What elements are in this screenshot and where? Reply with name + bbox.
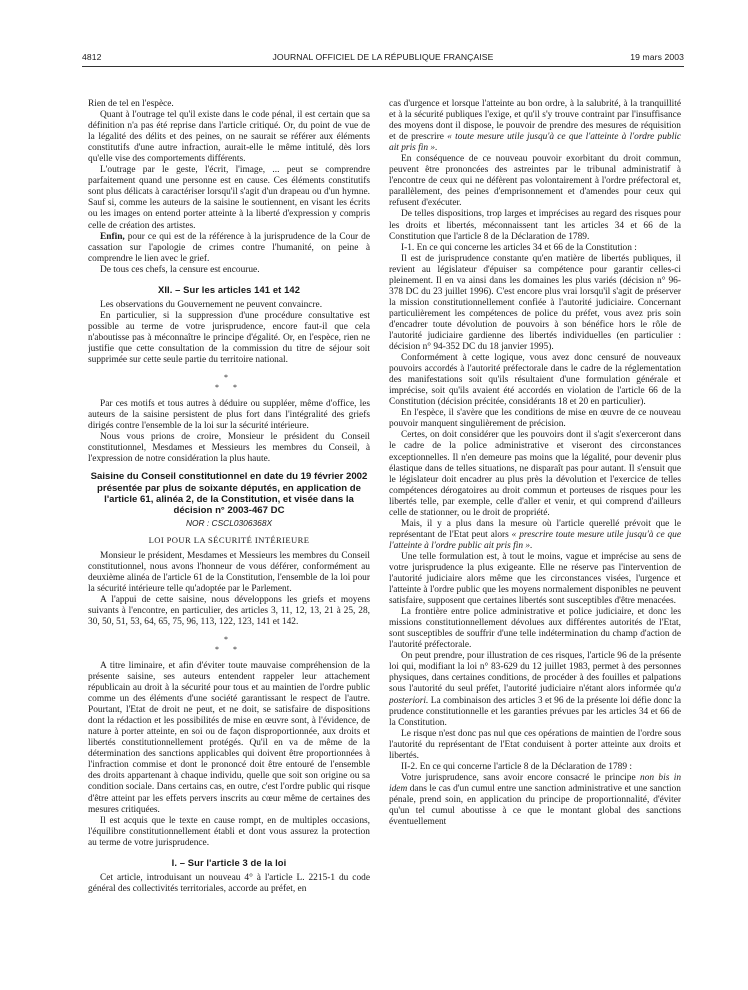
law-title: LOI POUR LA SÉCURITÉ INTÉRIEURE — [148, 534, 310, 545]
paragraph-text: pour ce qui est de la référence à la jurisprudence de la Cour de cassation sur l'apologie de crimes contre l'humanité, on peine à comprendre le lien avec le grief. — [88, 231, 370, 264]
paragraph: L'outrage par le geste, l'écrit, l'image, ... peut se comprendre parfaitement quand une personne est en cause. Ces éléments constitutifs sont plus délicats à caractériser lorsqu'il s'agit d'un drapeau ou d'un hymne. Sauf si, comme les auteurs de la saisine le soutiennent, en visant les écrits ou les images on entend porter atteinte à la liberté d'expression y compris celle de création des artistes. — [88, 165, 370, 231]
paragraph-text: La combinaison des articles 3 et 96 de la présente loi défie donc la prudence constitutionnelle et les garanties prévues par les articles 34 et 66 de la Constitution. — [389, 695, 681, 728]
publication-date: 19 mars 2003 — [630, 52, 684, 62]
paragraph: En conséquence de ce nouveau pouvoir exorbitant du droit commun, peuvent être prononcées des astreintes par le tribunal administratif à l'encontre de ceux qui ne défèrent pas volontairement à l'ordre préfectoral et, parallèlement, des peines d'emprisonnement et d'amendes pour ceux qui refusent d'exécuter. — [389, 154, 681, 209]
right-column — [389, 99, 681, 979]
paragraph: A l'appui de cette saisine, nous développons les griefs et moyens suivants à l'encontre, en particulier, des articles 3, 11, 12, 13, 21 à 25, 28, 30, 50, 51, 53, 64, 65, 75, 96, 113, 122, 123, 141 et 142. — [88, 594, 370, 627]
page-header — [82, 52, 684, 66]
section-separator — [88, 373, 370, 393]
paragraph: Le risque n'est donc pas nul que ces opérations de maintien de l'ordre sous l'autorité du représentant de l'Etat conduisent à porter atteinte aux droits et libertés. — [389, 728, 681, 761]
paragraph: Cet article, introduisant un nouveau 4° à l'article L. 2215-1 du code général des collectivités territoriales, accorde au préfet, en — [88, 872, 370, 894]
journal-title: JOURNAL OFFICIEL DE LA RÉPUBLIQUE FRANÇAISE — [272, 52, 494, 62]
paragraph: Quant à l'outrage tel qu'il existe dans le code pénal, il est certain que sa définition n'a pas été reprise dans l'article critiqué. Or, du point de vue de la légalité des délits et des peines, on ne saurait se référer aux éléments constitutifs d'une autre infraction, aurait-elle le même intitulé, dès lors qu'elle vise des comportements différents. — [88, 110, 370, 165]
separator-star: * — [215, 383, 225, 393]
paragraph: La frontière entre police administrative et police judiciaire, et donc les missions constitutionnellement dévolues aux différentes autorités de l'Etat, sont susceptibles de souffrir d'une telle indétermination du champ d'action de l'autorité préfectorale. — [389, 607, 681, 651]
page-number: 4812 — [82, 52, 102, 62]
paragraph-text: dans le cas d'un cumul entre une sanction administrative et une sanction pénale, prend soin, en application du principe de proportionnalité, d'éviter qu'un tel cumul aboutisse à ce que le montant global des sanctions éventuellement — [389, 783, 681, 828]
section-heading: I. – Sur l'article 3 de la loi — [171, 856, 287, 868]
paragraph: Certes, on doit considérer que les pouvoirs dont il s'agit s'exerceront dans le cadre de la police administrative et viseront des circonstances exceptionnelles. Il n'en demeure pas moins que la légalité, pour devenir plus élastique dans de telles situations, ne disparaît pas pour autant. Il s'ensuit que le législateur doit encadrer au plus près la dévolution et l'exercice de telles compétences dérogatoires au droit commun et porteuses de risques pour les libertés telle, par exemple, celle d'aller et venir, et qui comprend d'ailleurs celle de stationner, ou le droit de propriété. — [389, 430, 681, 518]
paragraph — [389, 651, 681, 728]
paragraph: En l'espèce, il s'avère que les conditions de mise en œuvre de ce nouveau pouvoir manquent singulièrement de précision. — [389, 408, 681, 430]
paragraph: Nous vous prions de croire, Monsieur le président du Conseil constitutionnel, Mesdames et Messieurs les membres du Conseil, à l'expression de notre considération la plus haute. — [88, 432, 370, 465]
paragraph: Par ces motifs et tous autres à déduire ou suppléer, même d'office, les auteurs de la saisine persistent de plus fort dans l'intégralité des griefs dirigés contre l'ensemble de la loi sur la sécurité intérieure. — [88, 399, 370, 432]
paragraph: Il est acquis que le texte en cause rompt, en de multiples occasions, l'équilibre constitutionnellement établi et dont vous assurez la protection au terme de votre jurisprudence. — [88, 815, 370, 848]
paragraph-lead: Enfin, — [100, 231, 125, 242]
header-rule — [82, 66, 684, 67]
paragraph: Une telle formulation est, à tout le moins, vague et imprécise au sens de votre jurisprudence la plus exigeante. Elle ne réserve pas l'intervention de l'autorité judiciaire alors même que les circonstances visées, l'urgence et l'atteinte à l'ordre public que les moyens normalement disponibles ne peuvent satisfaire, supposent que certaines libertés sont susceptibles d'être menacées. — [389, 551, 681, 607]
paragraph: A titre liminaire, et afin d'éviter toute mauvaise compréhension de la présente saisine, ses auteurs entendent rappeler leur attachement républicain au droit à la sécurité pour tous et au maintien de l'ordre public comme un des éléments d'une société garantissant le respect de l'autre. Pourtant, l'Etat de droit ne peut, et ne doit, se satisfaire de dispositions dont la rédaction et les possibilités de mise en œuvre sont, à l'évidence, de nature à porter atteinte, en soi ou de façon disproportionnée, aux droits et libertés constitutionnellement protégés. Qu'il en va de même de la détermination des sanctions applicables qui doivent être proportionnées à l'infraction commise et dont le prononcé doit être entouré de l'ensemble des droits appartenant à chaque individu, quelle que soit son origine ou sa condition sociale. Dans certains cas, en outre, c'est l'ordre public qui risque d'être atteint par les effets pervers inscrits au cœur même de certaines des mesures critiquées. — [88, 660, 370, 815]
paragraph: En particulier, si la suppression d'une procédure consultative est possible au terme de votre jurisprudence, encore faut-il que cela n'aboutisse pas à méconnaître le principe d'égalité. Or, en l'espèce, rien ne justifie que cette consultation de la commission du titre de séjour soit supprimée sur cette seule partie du territoire national. — [88, 310, 370, 366]
separator-star: * — [224, 373, 234, 383]
paragraph-text: cas d'urgence et lorsque l'atteinte au bon ordre, à la salubrité, à la tranquillité et à la sécurité publiques l'exige, et qu'il s'y trouve contraint par l'insuffisance des moyens dont il dispose, le pouvoir de prendre des mesures de réquisition et de prescrire — [389, 99, 681, 143]
paragraph — [389, 773, 681, 828]
separator-star: * — [215, 644, 225, 654]
separator-star: * — [233, 383, 243, 393]
latin-term: a posteriori. — [389, 684, 681, 706]
paragraph: Il est de jurisprudence constante qu'en matière de libertés publiques, il revient au législateur d'épuiser sa compétence pour garantir celles-ci pleinement. Il en va ainsi dans les domaines les plus variés (décision n° 96-378 DC du 23 juillet 1996). C'est encore plus vrai lorsqu'il s'agit de préserver la mission constitutionnellement confiée à l'autorité judiciaire. Concernant particulièrement les compétences de police du préfet, vous avez pris soin d'encadrer toute dévolution de pouvoirs à son bénéfice hors le rôle de l'autorité judiciaire gardienne des libertés individuelles (en particulier : décision n° 94-352 DC du 18 janvier 1995). — [389, 253, 681, 353]
paragraph: Conformément à cette logique, vous avez donc censuré de nouveaux pouvoirs accordés à l'autorité préfectorale dans le cadre de la réglementation des manifestations soit qu'ils résultaient d'une formulation générale et imprécise, soit qu'ils avaient été accordés en violation de l'article 66 de la Constitution (décision précitée, considérants 18 et 20 en particulier). — [389, 353, 681, 408]
paragraph: II-2. En ce qui concerne l'article 8 de la Déclaration de 1789 : — [401, 761, 633, 772]
paragraph: De tous ces chefs, la censure est encourue. — [100, 264, 260, 275]
separator-star: * — [233, 644, 243, 654]
paragraph — [88, 232, 370, 265]
latin-term: non bis in idem — [389, 772, 681, 794]
paragraph: Monsieur le président, Mesdames et Messieurs les membres du Conseil constitutionnel, nous avons l'honneur de vous déférer, conformément au deuxième alinéa de l'article 61 de la Constitution, l'ensemble de la loi pour la sécurité intérieure telle qu'adoptée par le Parlement. — [88, 550, 370, 594]
paragraph — [389, 99, 681, 154]
paragraph-text: Votre jurisprudence, sans avoir encore consacré le principe — [401, 772, 640, 783]
paragraph-text: On peut prendre, pour illustration de ces risques, l'article 96 de la présente loi qui, modifiant la loi n° 83-629 du 12 juillet 1983, permet à des personnes physiques, dans certaines conditions, de procéder à des fouilles et palpations sous l'autorité du seul préfet, l'autorité judiciaire n'étant alors informée qu' — [389, 651, 681, 695]
nor-reference: NOR : CSCL0306368X — [185, 517, 273, 528]
paragraph — [389, 519, 681, 552]
section-separator — [88, 635, 370, 655]
paragraph: De telles dispositions, trop larges et imprécises au regard des risques pour les droits et libertés, méconnaissent tant les articles 34 et 66 de la Constitution que l'article 8 de la Déclaration de 1789. — [389, 209, 681, 242]
left-column — [88, 99, 370, 979]
section-heading: XII. – Sur les articles 141 et 142 — [157, 283, 301, 295]
saisine-title: Saisine du Conseil constitutionnel en date du 19 février 2002 présentée par plus de soixante députés, en application de l'article 61, alinéa 2, de la Constitution, et visée dans la décision n° 2003-467 DC — [90, 471, 368, 517]
paragraph: Les observations du Gouvernement ne peuvent convaincre. — [100, 299, 323, 310]
paragraph: Rien de tel en l'espèce. — [88, 99, 174, 109]
paragraph-text: Mais, il y a plus dans la mesure où l'article querellé prévoit que le représentant de l'Etat peut alors — [389, 518, 681, 540]
separator-star: * — [224, 634, 234, 644]
paragraph: I-1. En ce qui concerne les articles 34 et 66 de la Constitution : — [401, 242, 637, 253]
quotation: « prescrire toute mesure utile jusqu'à ce que l'atteinte à l'ordre public ait pris fin ». — [389, 529, 681, 551]
quotation: « toute mesure utile jusqu'à ce que l'atteinte à l'ordre public ait pris fin ». — [389, 132, 681, 154]
